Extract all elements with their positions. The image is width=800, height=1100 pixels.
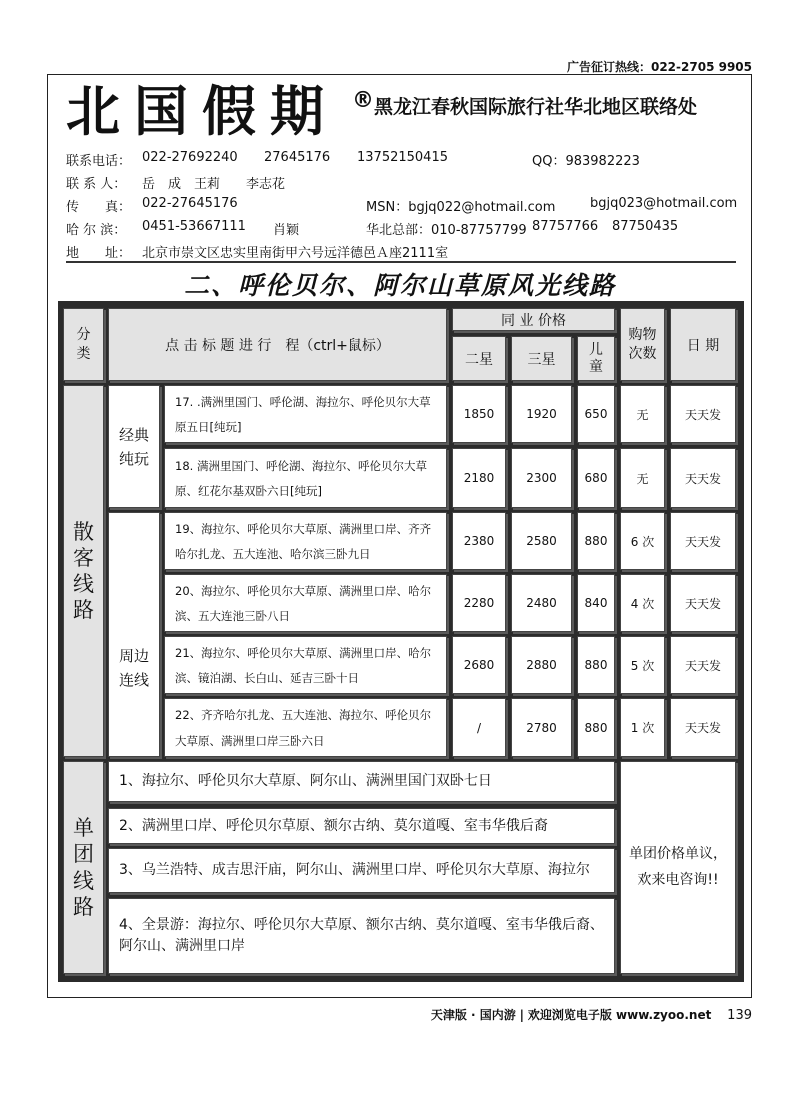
route-20-child: 840 — [577, 574, 615, 632]
brand-title: 北国假期 — [66, 80, 338, 143]
route-17-date: 天天发 — [670, 385, 736, 443]
route-17-child: 650 — [577, 385, 615, 443]
route-21-shopping: 5 次 — [620, 636, 665, 694]
category-char: 线 — [73, 868, 94, 893]
route-22-shopping: 1 次 — [620, 698, 665, 757]
group-price-note — [620, 761, 736, 974]
header-child-char: 童 — [589, 358, 603, 375]
category-individual-routes — [63, 385, 104, 757]
route-22-date: 天天发 — [670, 698, 736, 757]
header-date: 日 期 — [670, 308, 736, 381]
route-21-two-star: 2680 — [452, 636, 506, 694]
header-itinerary[interactable]: 点 击 标 题 进 行 程（ctrl+鼠标） — [108, 308, 447, 381]
route-19-date: 天天发 — [670, 512, 736, 570]
route-18-two-star: 2180 — [452, 448, 506, 508]
fax-label: 传 真： — [66, 200, 132, 215]
header-category-char: 分 — [76, 326, 91, 343]
route-22-three-star: 2780 — [511, 698, 572, 757]
category-char: 团 — [73, 842, 94, 867]
subcategory-classic — [108, 385, 160, 508]
hq-phone-3: 87750435 — [612, 219, 679, 234]
header-trade-price: 同 业 价格 — [452, 308, 615, 331]
route-18-shopping: 无 — [620, 448, 665, 508]
header-two-star: 二星 — [452, 336, 506, 381]
page-footer — [431, 1006, 752, 1023]
header-category-char: 类 — [76, 345, 91, 362]
group-route-3-link[interactable]: 3、乌兰浩特、成吉思汗庙，阿尔山、满洲里口岸、呼伦贝尔大草原、海拉尔 — [108, 848, 615, 893]
group-note-line: 单团价格单议， — [629, 846, 727, 863]
category-char: 散 — [73, 519, 94, 544]
subcategory-line: 连线 — [118, 670, 149, 689]
subcategory-nearby — [108, 512, 160, 757]
route-21-three-star: 2880 — [511, 636, 572, 694]
person-label: 联 系 人： — [66, 177, 127, 192]
group-route-1-link[interactable]: 1、海拉尔、呼伦贝尔大草原、阿尔山、满洲里国门双卧七日 — [108, 761, 615, 802]
routes-title: 二、呼伦贝尔、阿尔山草原风光线路 — [183, 271, 616, 300]
header-shopping-line: 购物 — [628, 326, 657, 343]
category-char: 路 — [73, 894, 94, 919]
address: 北京市崇文区忠实里南街甲六号远洋德邑Ａ座2111室 — [142, 246, 449, 261]
route-18-date: 天天发 — [670, 448, 736, 508]
group-route-4-link[interactable]: 4、全景游：海拉尔、呼伦贝尔大草原、额尔古纳、莫尔道嘎、室韦华俄后裔、阿尔山、满洲里口岸 — [108, 898, 615, 974]
harbin-label: 哈 尔 滨： — [66, 223, 127, 238]
route-19-child: 880 — [577, 512, 615, 570]
route-19-link[interactable]: 19、海拉尔、呼伦贝尔大草原、满洲里口岸、齐齐哈尔扎龙、五大连池、哈尔滨三卧九日 — [164, 512, 447, 570]
phone-label: 联系电话： — [66, 154, 132, 169]
route-17-link[interactable]: 17. .满洲里国门、呼伦湖、海拉尔、呼伦贝尔大草原五日[纯玩] — [164, 385, 447, 443]
address-label: 地 址： — [66, 246, 132, 261]
header-child — [577, 336, 615, 381]
route-22-child: 880 — [577, 698, 615, 757]
footer-website-link[interactable]: 欢迎浏览电子版 www.zyoo.net — [527, 1008, 712, 1022]
page-number: 139 — [727, 1008, 752, 1023]
email-2[interactable]: bgjq023@hotmail.com — [590, 196, 738, 211]
footer-edition: 天津版 · 国内游 — [430, 1008, 516, 1022]
subcategory-line: 纯玩 — [118, 449, 149, 468]
ad-hotline: 广告征订热线：022-2705 9905 — [566, 60, 752, 74]
person-names: 岳 成 王莉 李志花 — [142, 177, 286, 192]
category-char: 路 — [73, 598, 94, 623]
category-char: 单 — [73, 816, 94, 840]
route-19-three-star: 2580 — [511, 512, 572, 570]
group-route-2-link[interactable]: 2、满洲里口岸、呼伦贝尔草原、额尔古纳、莫尔道嘎、室韦华俄后裔 — [108, 808, 615, 844]
category-char: 线 — [73, 572, 94, 596]
route-22-two-star: / — [452, 698, 506, 757]
phone-2: 27645176 — [264, 150, 331, 165]
route-17-shopping: 无 — [620, 385, 665, 443]
agency-name: 黑龙江春秋国际旅行社华北地区联络处 — [374, 96, 698, 118]
msn-email[interactable]: MSN：bgjq022@hotmail.com — [366, 200, 556, 215]
route-20-three-star: 2480 — [511, 574, 572, 632]
category-group-routes — [63, 761, 104, 974]
route-20-two-star: 2280 — [452, 574, 506, 632]
route-20-link[interactable]: 20、海拉尔、呼伦贝尔大草原、满洲里口岸、哈尔滨、五大连池三卧八日 — [164, 574, 447, 632]
footer-divider: | — [519, 1008, 525, 1022]
fax-number: 022-27645176 — [142, 196, 238, 211]
route-20-shopping: 4 次 — [620, 574, 665, 632]
route-18-link[interactable]: 18. 满洲里国门、呼伦湖、海拉尔、呼伦贝尔大草原、红花尔基双卧六日[纯玩] — [164, 448, 447, 508]
price-table — [58, 301, 744, 982]
route-22-link[interactable]: 22、齐齐哈尔扎龙、五大连池、海拉尔、呼伦贝尔大草原、满洲里口岸三卧六日 — [164, 698, 447, 757]
header-child-char: 儿 — [589, 342, 603, 359]
header-shopping — [620, 308, 665, 381]
qq-number: QQ：983982223 — [532, 154, 640, 169]
route-19-shopping: 6 次 — [620, 512, 665, 570]
header-shopping-line: 次数 — [628, 345, 657, 362]
route-17-three-star: 1920 — [511, 385, 572, 443]
route-17-two-star: 1850 — [452, 385, 506, 443]
route-18-child: 680 — [577, 448, 615, 508]
route-21-link[interactable]: 21、海拉尔、呼伦贝尔大草原、满洲里口岸、哈尔滨、镜泊湖、长白山、延吉三卧十日 — [164, 636, 447, 694]
hq-phone-2: 87757766 — [532, 219, 599, 234]
harbin-person: 肖颖 — [273, 223, 300, 238]
harbin-phone: 0451-53667111 — [142, 219, 246, 234]
route-21-child: 880 — [577, 636, 615, 694]
phone-3: 13752150415 — [357, 150, 448, 165]
hq-phone: 华北总部：010-87757799 — [366, 223, 527, 238]
registered-mark: ® — [352, 88, 374, 113]
route-20-date: 天天发 — [670, 574, 736, 632]
header-three-star: 三星 — [511, 336, 572, 381]
category-char: 客 — [73, 545, 94, 570]
phone-1: 022-27692240 — [142, 150, 238, 165]
route-21-date: 天天发 — [670, 636, 736, 694]
subcategory-line: 周边 — [118, 646, 149, 665]
route-18-three-star: 2300 — [511, 448, 572, 508]
subcategory-line: 经典 — [118, 425, 149, 444]
header-category — [63, 308, 104, 381]
header-divider — [66, 261, 736, 263]
route-19-two-star: 2380 — [452, 512, 506, 570]
group-note-line: 欢来电咨询!! — [637, 871, 719, 888]
